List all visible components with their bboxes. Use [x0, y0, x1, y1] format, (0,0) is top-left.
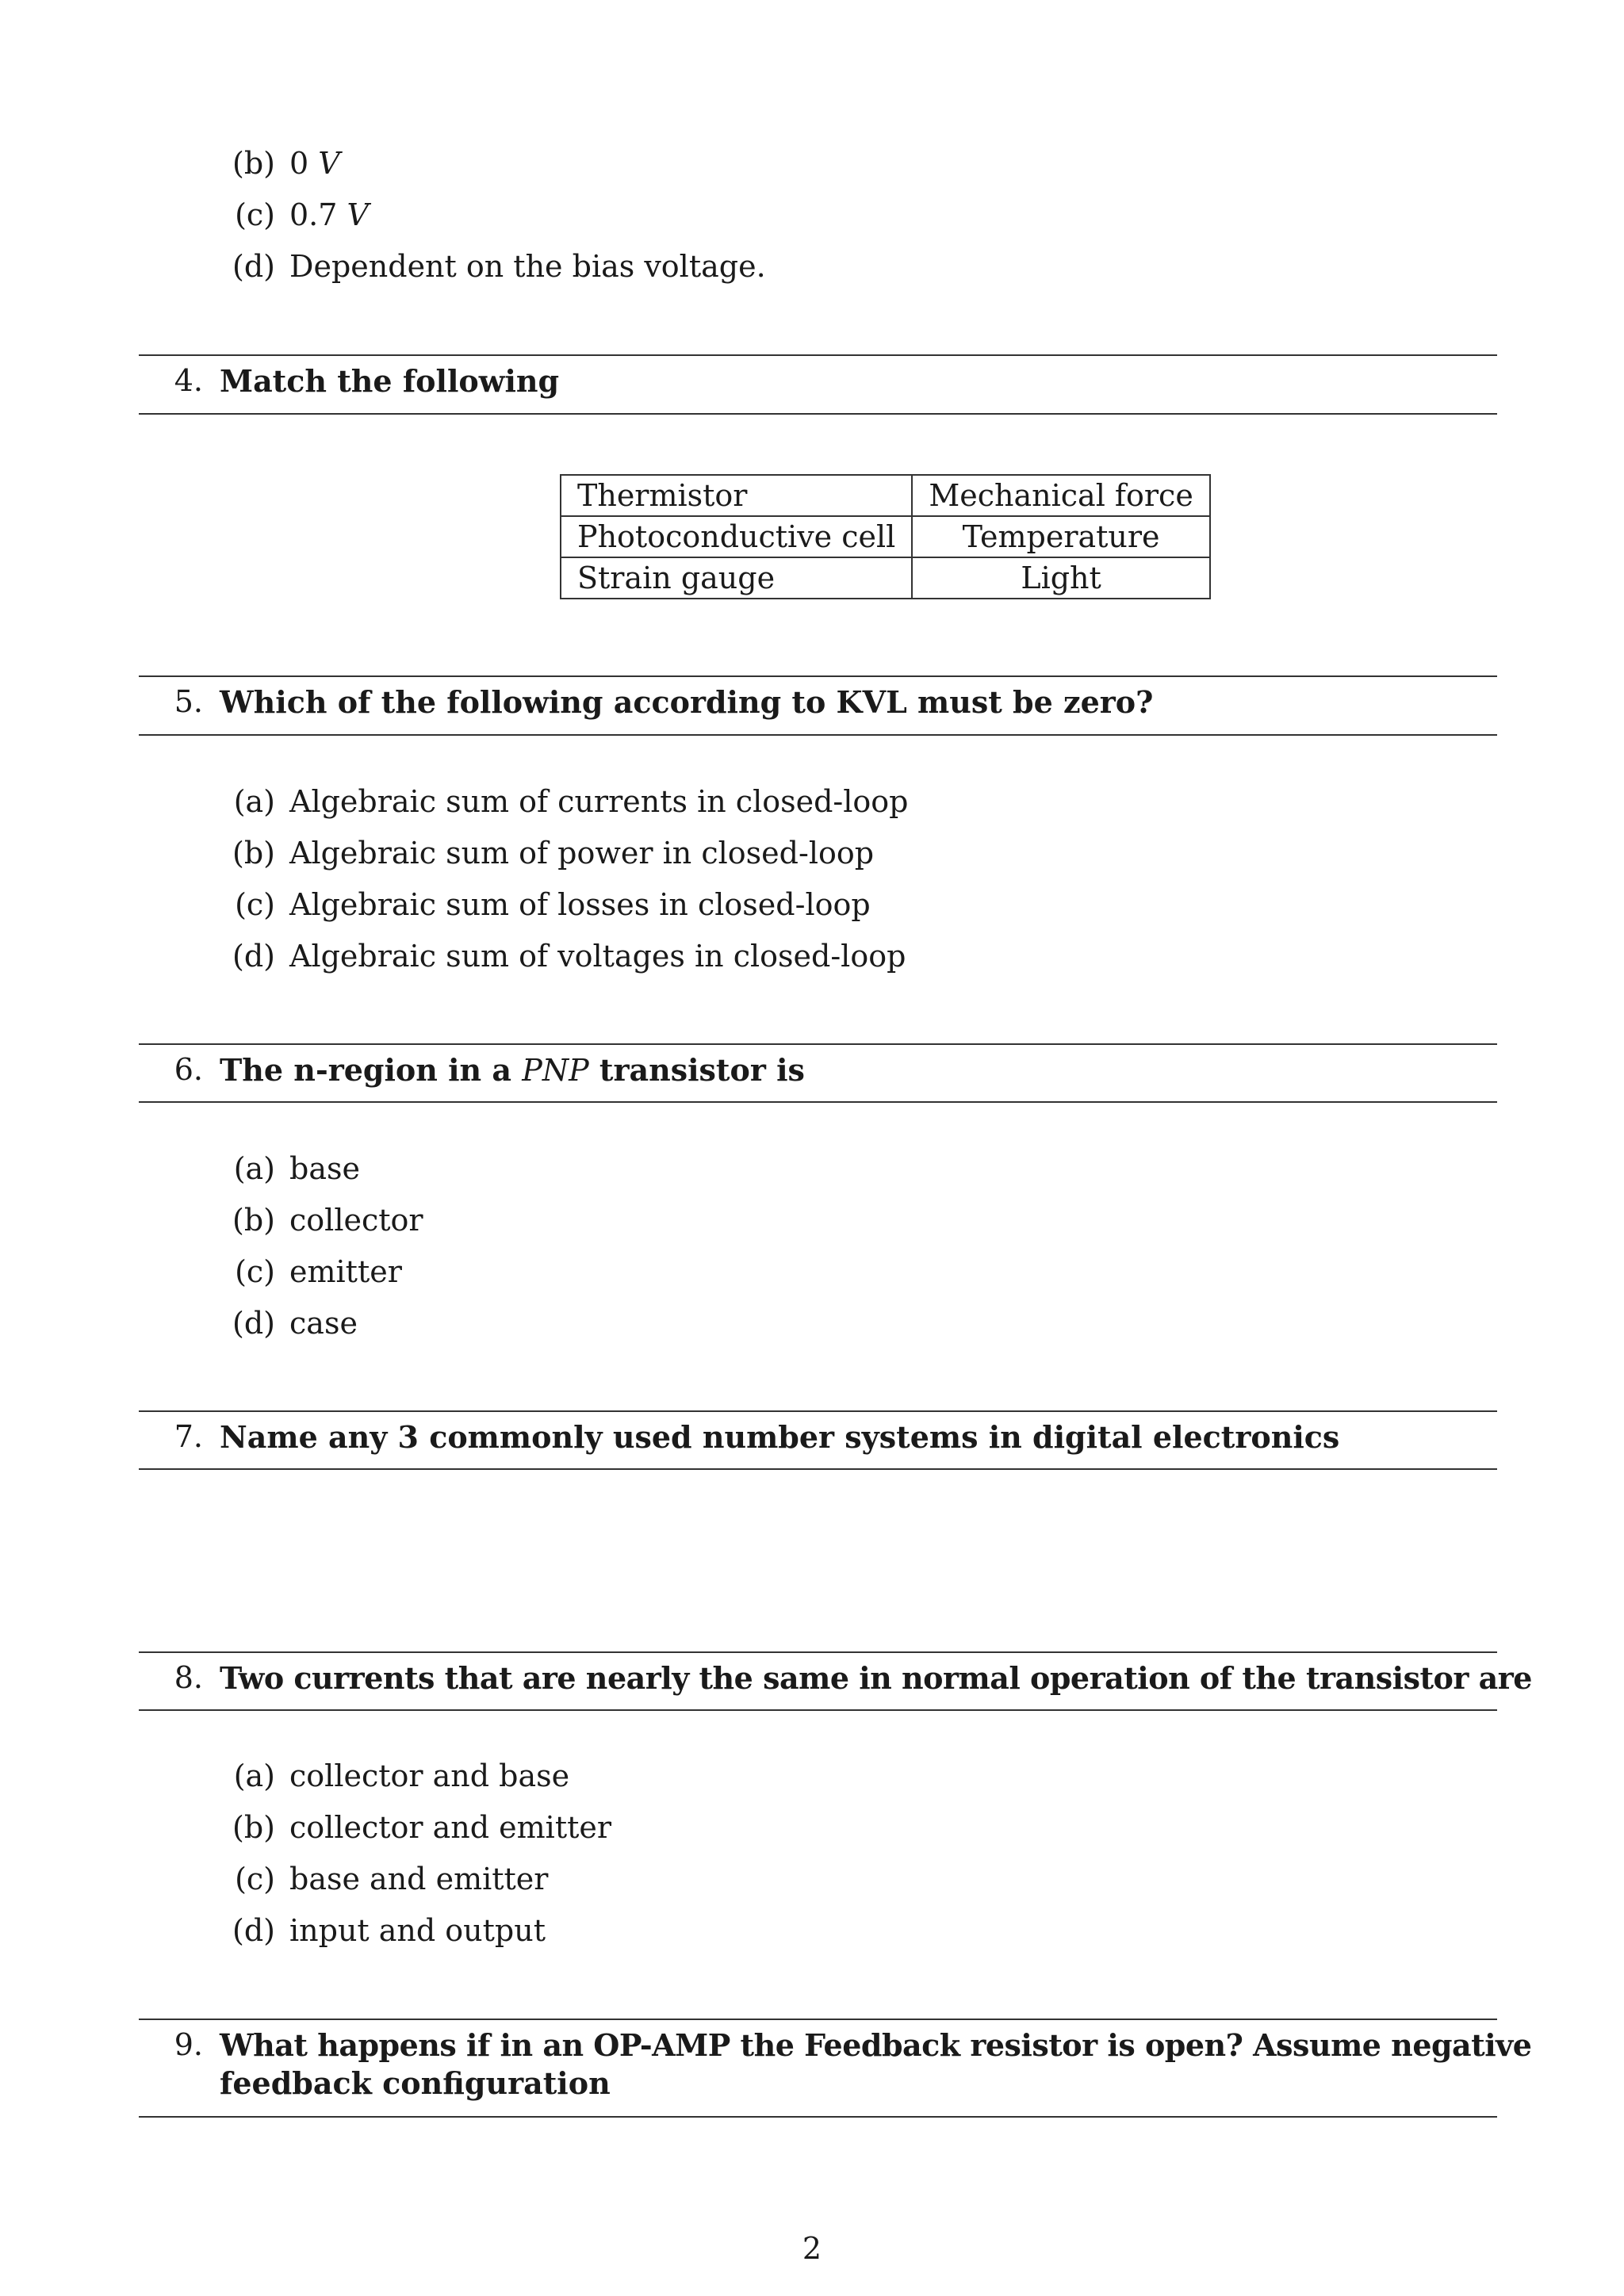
option-a — [233, 783, 909, 820]
question-7-text: Name any 3 commonly used number systems in digital electronics — [220, 1419, 1340, 1455]
option-text: Algebraic sum of voltages in closed-loop — [289, 939, 906, 974]
option-b — [232, 835, 875, 871]
question-5-number: 5. — [174, 684, 203, 719]
option-d — [232, 1305, 358, 1341]
question-8-number: 8. — [174, 1660, 203, 1695]
option-unit: V — [318, 146, 340, 181]
option-b — [232, 1202, 423, 1238]
question-4-number: 4. — [174, 363, 203, 398]
question-7-number: 7. — [174, 1419, 203, 1454]
table-cell: Photoconductive cell — [561, 516, 912, 557]
option-text: Algebraic sum of currents in closed-loop — [289, 784, 909, 819]
option-c — [235, 197, 369, 233]
option-label: (b) — [232, 146, 275, 181]
option-c — [235, 886, 871, 923]
question-8-bottom-rule — [139, 1709, 1497, 1711]
option-a — [233, 1150, 360, 1187]
option-label: (d) — [232, 249, 275, 284]
table-row — [561, 557, 1210, 599]
option-text: case — [289, 1306, 358, 1341]
option-text: 0 — [289, 146, 319, 181]
option-text: emitter — [289, 1254, 402, 1289]
option-label: (b) — [232, 1810, 275, 1845]
option-c — [235, 1861, 549, 1897]
option-text: base and emitter — [289, 1862, 549, 1896]
question-7-bottom-rule — [139, 1468, 1497, 1470]
option-label: (c) — [235, 1254, 275, 1289]
option-label: (c) — [235, 1862, 275, 1896]
question-5-top-rule — [139, 675, 1497, 677]
option-label: (d) — [232, 1306, 275, 1341]
option-text: Algebraic sum of power in closed-loop — [289, 836, 875, 871]
question-6-text-after: transistor is — [588, 1052, 805, 1088]
option-text: Algebraic sum of losses in closed-loop — [289, 887, 871, 922]
option-text: base — [289, 1151, 360, 1186]
option-label: (a) — [233, 1758, 275, 1793]
question-9-number: 9. — [174, 2027, 203, 2062]
option-b — [232, 145, 340, 182]
question-9-line-1: What happens if in an OP-AMP the Feedback resistor is open? Assume negative — [220, 2027, 1532, 2063]
option-label: (c) — [235, 197, 275, 232]
option-text: Dependent on the bias voltage. — [289, 249, 766, 284]
option-d — [232, 1912, 546, 1949]
option-label: (b) — [232, 1203, 275, 1238]
question-6-math: PNP — [522, 1053, 589, 1088]
question-9-bottom-rule — [139, 2116, 1497, 2118]
question-6-text-before: The n-region in a — [220, 1052, 523, 1088]
question-4-top-rule — [139, 354, 1497, 356]
option-text: collector and base — [289, 1758, 570, 1793]
question-6-number: 6. — [174, 1052, 203, 1087]
option-text: 0.7 — [289, 197, 347, 232]
option-c — [235, 1253, 402, 1290]
option-label: (d) — [232, 1913, 275, 1948]
question-4-text: Match the following — [220, 363, 560, 399]
question-6-bottom-rule — [139, 1101, 1497, 1103]
question-8-text: Two currents that are nearly the same in normal operation of the transistor are — [220, 1660, 1532, 1696]
option-text: collector and emitter — [289, 1810, 612, 1845]
question-6-text — [220, 1051, 805, 1089]
question-4-bottom-rule — [139, 413, 1497, 415]
question-5-bottom-rule — [139, 734, 1497, 736]
question-5-text: Which of the following according to KVL must be zero? — [220, 684, 1154, 720]
option-label: (a) — [233, 1151, 275, 1186]
option-label: (d) — [232, 939, 275, 974]
table-cell: Thermistor — [561, 475, 912, 516]
question-6-top-rule — [139, 1043, 1497, 1045]
option-label: (c) — [235, 887, 275, 922]
option-text: input and output — [289, 1913, 546, 1948]
option-d — [232, 248, 766, 285]
option-label: (b) — [232, 836, 275, 871]
option-d — [232, 938, 906, 974]
table-cell: Temperature — [912, 516, 1209, 557]
table-row — [561, 475, 1210, 516]
question-9-line-2: feedback configuration — [220, 2065, 611, 2101]
table-cell: Mechanical force — [912, 475, 1209, 516]
question-8-top-rule — [139, 1651, 1497, 1653]
table-cell: Light — [912, 557, 1209, 599]
match-table — [560, 474, 1211, 599]
option-unit: V — [347, 197, 369, 232]
question-9-top-rule — [139, 2019, 1497, 2020]
option-b — [232, 1809, 612, 1846]
page-number: 2 — [802, 2231, 822, 2266]
option-a — [233, 1758, 570, 1794]
question-7-top-rule — [139, 1410, 1497, 1412]
table-cell: Strain gauge — [561, 557, 912, 599]
option-label: (a) — [233, 784, 275, 819]
option-text: collector — [289, 1203, 423, 1238]
table-row — [561, 516, 1210, 557]
